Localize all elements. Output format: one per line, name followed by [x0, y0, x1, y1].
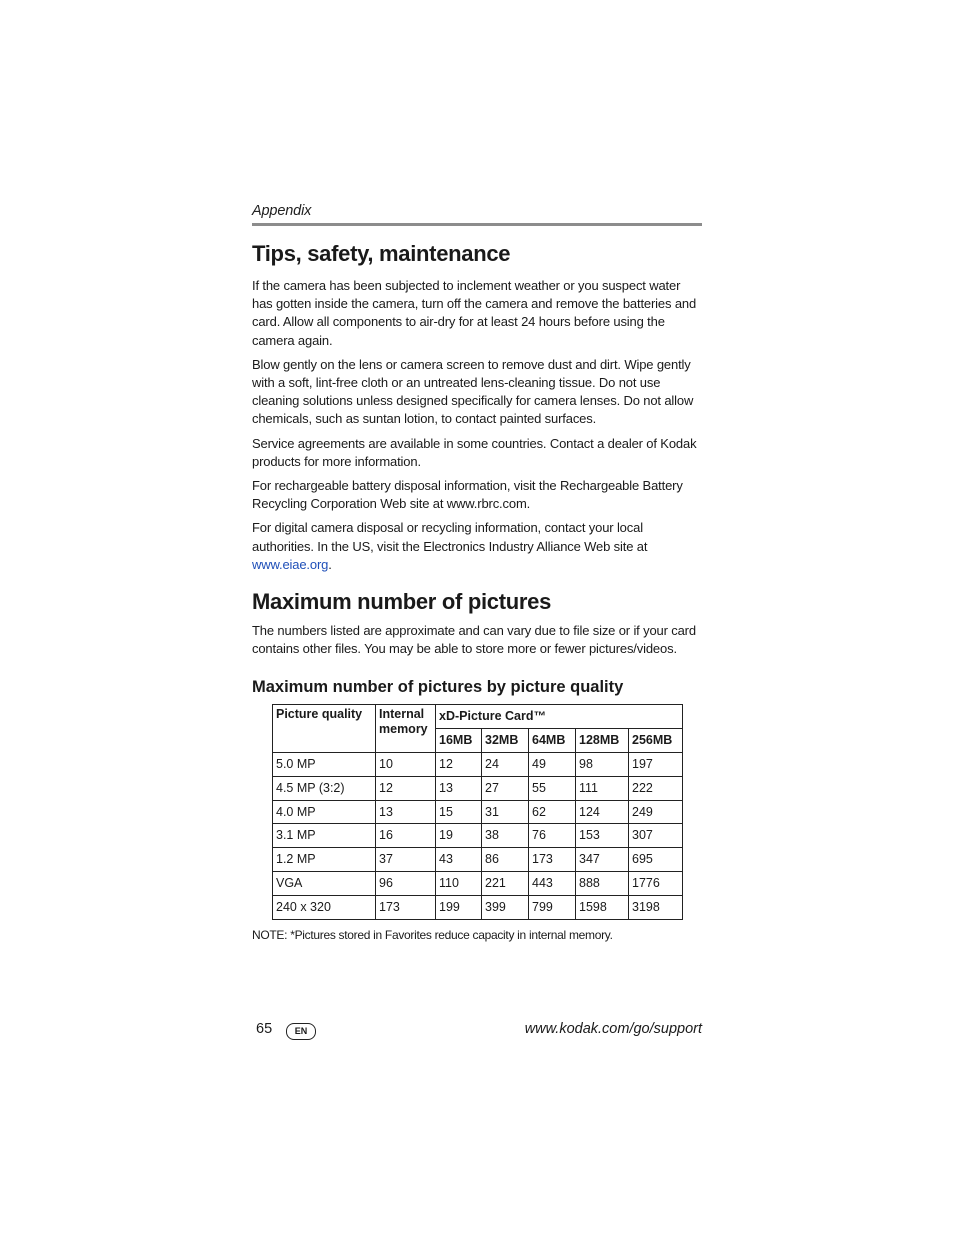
header-card-size: 32MB	[482, 729, 529, 753]
header-card-size: 256MB	[629, 729, 683, 753]
table-cell: 347	[576, 848, 629, 872]
table-cell: 173	[376, 895, 436, 919]
tips-paragraph: Blow gently on the lens or camera screen to remove dust and dirt. Wipe gently with a soft, lint-free cloth or an untreated lens-cleaning tissue. Do not use cleaning solutions unless designed specifically for camera lenses. Do not allow chemicals, such as suntan lotion, to contact painted surfaces.	[252, 356, 694, 427]
table-cell: 199	[436, 895, 482, 919]
table-cell: 10	[376, 753, 436, 777]
table-cell: 16	[376, 824, 436, 848]
table-cell: 399	[482, 895, 529, 919]
table-cell: 37	[376, 848, 436, 872]
header-rule	[252, 223, 702, 226]
section-label: Appendix	[252, 203, 312, 219]
table-cell: 98	[576, 753, 629, 777]
table-cell: 110	[436, 872, 482, 896]
table-cell: 799	[529, 895, 576, 919]
table-cell: 76	[529, 824, 576, 848]
table-row	[273, 753, 683, 777]
header-card-size: 64MB	[529, 729, 576, 753]
table-header-row	[273, 705, 683, 729]
table-cell: 4.5 MP (3:2)	[273, 776, 376, 800]
language-badge: EN	[286, 1023, 316, 1040]
table-cell: 1.2 MP	[273, 848, 376, 872]
table-cell: 13	[436, 776, 482, 800]
table-cell: 62	[529, 800, 576, 824]
table-cell: 1598	[576, 895, 629, 919]
table-row	[273, 824, 683, 848]
table-cell: 86	[482, 848, 529, 872]
table-cell: 197	[629, 753, 683, 777]
header-card-size: 128MB	[576, 729, 629, 753]
table-cell: 249	[629, 800, 683, 824]
table-cell: 96	[376, 872, 436, 896]
table-cell: 888	[576, 872, 629, 896]
disposal-text: For digital camera disposal or recycling information, contact your local authorities. In the US, visit the Electronics Industry Alliance Web site at	[252, 520, 648, 554]
capacity-table	[272, 704, 683, 919]
header-card: xD-Picture Card™	[436, 705, 683, 729]
table-cell: 27	[482, 776, 529, 800]
table-cell: 443	[529, 872, 576, 896]
table-cell: 240 x 320	[273, 895, 376, 919]
table-cell: 38	[482, 824, 529, 848]
table-row	[273, 848, 683, 872]
table-cell: 12	[436, 753, 482, 777]
max-pictures-title: Maximum number of pictures	[252, 589, 552, 615]
table-cell: 12	[376, 776, 436, 800]
table-cell: VGA	[273, 872, 376, 896]
header-internal-memory: Internal memory	[376, 705, 436, 753]
tips-paragraph: If the camera has been subjected to inclement weather or you suspect water has gotten inside the camera, turn off the camera and remove the batteries and card. Allow all components to air-dry for at least 24 hours before using the camera again.	[252, 278, 697, 348]
table-row	[273, 872, 683, 896]
table-cell: 173	[529, 848, 576, 872]
tips-paragraph: For rechargeable battery disposal information, visit the Rechargeable Battery Recycling Corporation Web site at www.rbrc.com.	[252, 478, 683, 512]
max-pictures-intro: The numbers listed are approximate and can vary due to file size or if your card contains other files. You may be able to store more or fewer pictures/videos.	[252, 623, 696, 657]
page-footer	[256, 1019, 702, 1043]
table-cell: 4.0 MP	[273, 800, 376, 824]
table-note: NOTE: *Pictures stored in Favorites reduce capacity in internal memory.	[252, 927, 613, 942]
header-picture-quality: Picture quality	[273, 705, 376, 753]
table-cell: 31	[482, 800, 529, 824]
support-url: www.kodak.com/go/support	[524, 1021, 702, 1037]
table-cell: 3.1 MP	[273, 824, 376, 848]
table-cell: 24	[482, 753, 529, 777]
table-cell: 13	[376, 800, 436, 824]
table-cell: 221	[482, 872, 529, 896]
disposal-suffix: .	[328, 556, 332, 572]
table-cell: 49	[529, 753, 576, 777]
table-cell: 222	[629, 776, 683, 800]
table-cell: 307	[629, 824, 683, 848]
table-row	[273, 800, 683, 824]
tips-paragraph: Service agreements are available in some countries. Contact a dealer of Kodak products for more information.	[252, 435, 697, 469]
table-title: Maximum number of pictures by picture quality	[252, 678, 624, 697]
table-cell: 3198	[629, 895, 683, 919]
manual-page	[252, 200, 702, 950]
table-cell: 5.0 MP	[273, 753, 376, 777]
table-cell: 695	[629, 848, 683, 872]
page-number: 65	[256, 1021, 273, 1037]
tips-title: Tips, safety, maintenance	[252, 241, 511, 266]
table-cell: 19	[436, 824, 482, 848]
table-cell: 111	[576, 776, 629, 800]
table-cell: 43	[436, 848, 482, 872]
table-cell: 124	[576, 800, 629, 824]
table-cell: 55	[529, 776, 576, 800]
eiae-link[interactable]: www.eiae.org	[252, 556, 329, 572]
table-cell: 15	[436, 800, 482, 824]
header-card-size: 16MB	[436, 729, 482, 753]
tips-paragraph-disposal	[252, 519, 702, 574]
table-cell: 153	[576, 824, 629, 848]
table-row	[273, 895, 683, 919]
table-row	[273, 776, 683, 800]
table-cell: 1776	[629, 872, 683, 896]
